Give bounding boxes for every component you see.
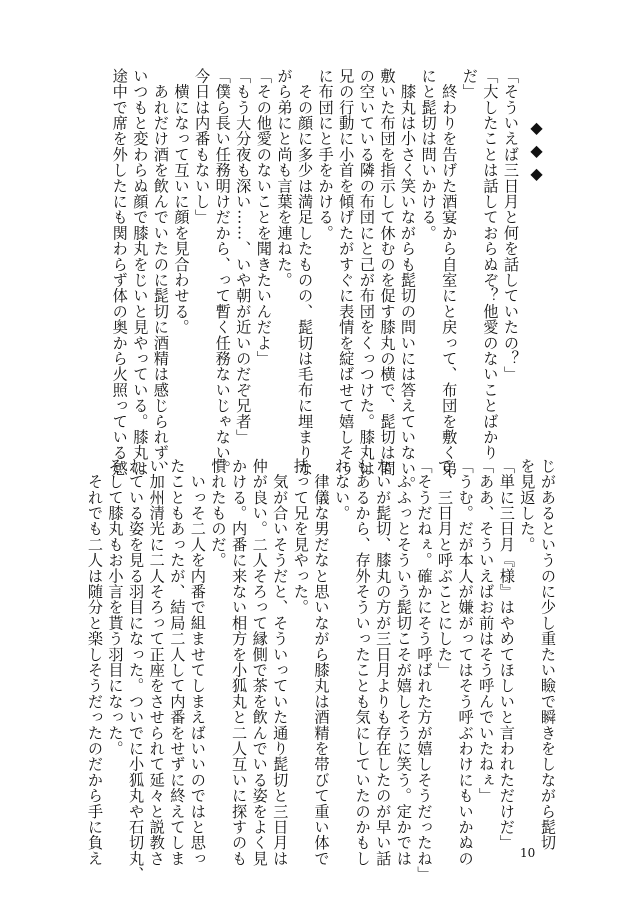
lower-text-line: ないが髭切、膝丸の方が三日月よりも存在したのが早い話 (374, 458, 393, 867)
lower-text-line: ふふっとそういう髭切こそが嬉しそうに笑う。定かでは (394, 458, 413, 867)
lower-text-line: れない。 (333, 458, 352, 521)
upper-text-line: いつもと変わらぬ顔で膝丸をじいと見やっている。膝丸は (131, 68, 150, 477)
upper-text-line: だ」 (460, 68, 479, 100)
lower-text-line: たこともあったが、結局二人して内番をせずに終えてしま (168, 458, 187, 867)
lower-text-line: 慣れたものだ。 (209, 458, 228, 568)
upper-text-line: 今日は内番もないし」 (193, 68, 212, 225)
upper-text-line: の空いている隣の布団にと己が布団をくっつけた。膝丸は (357, 68, 376, 477)
lower-text-line: 律儀な男だなと思いながら膝丸は酒精を帯びて重い体で (312, 458, 331, 867)
upper-text-line: 「僕ら長い任務明けだから、って暫く任務ないじゃない。 (213, 68, 232, 477)
upper-text-line: 膝丸は小さく笑いながらも髭切の問いには答えていない。 (399, 68, 418, 492)
lower-text-line: れている姿を見る羽目になった。ついでに小狐丸や石切丸、 (127, 458, 146, 882)
lower-text-line: 仲が良い。二人そろって縁側で茶を飲んでいる姿をよく見 (250, 458, 269, 867)
upper-text-line: 「そういえば三日月と何を話していたの？」 (502, 68, 520, 382)
upper-text-line: 横になって互いに顔を見合わせる。 (172, 68, 191, 335)
lower-text-line: で、三日月と呼ぶことにした」 (436, 458, 455, 678)
section-divider: ◆◆◆ (527, 118, 546, 187)
lower-text-line: 持って兄を見やった。 (291, 458, 310, 615)
lower-text-line: かける。内番に来ない相方を小狐丸と二人互いに探すのも (230, 458, 249, 867)
lower-text-line: を見返した。 (518, 458, 537, 553)
lower-text-line: 「ああ、そういえばお前はそう呼んでいたねぇ」 (477, 458, 496, 804)
page-number: 10 (520, 846, 536, 860)
lower-text-line: じがあるというのに少し重たい瞼で瞬きをしながら髭切 (539, 458, 557, 851)
upper-text-line: にと髭切は問いかける。 (419, 68, 438, 241)
lower-text-line: 気が合いそうだと、そういっていた通り髭切と三日月は (271, 458, 290, 867)
lower-text-line: いっそ二人を内番で組ませてしまえばいいのではと思っ (188, 458, 207, 867)
upper-text-line: 「大したことは話しておらぬぞ？他愛のないことばかり (481, 68, 500, 461)
lower-text-line: それでも二人は随分と楽しそうだったのだから手に負え (85, 458, 104, 867)
upper-text-line: その顔に多少は満足したものの、髭切は毛布に埋まりな (296, 68, 315, 477)
lower-text-line: 「うむ。だが本人が嫌がってはそう呼ぶわけにもいかぬの (456, 458, 475, 867)
lower-text-line: 「単に三日月『様』はやめてほしいと言われただけだ」 (497, 458, 516, 851)
lower-text-line: もあるから、存外そういったことも気にしていたのかもし (353, 458, 372, 867)
upper-text-line: 終わりを告げた酒宴から自室にと戻って、布団を敷く弟 (440, 68, 459, 477)
lower-text-line: そして膝丸もお小言を貰う羽目になった。 (106, 458, 125, 757)
upper-text-line: 「その他愛のないことを聞きたいんだよ」 (254, 68, 273, 367)
upper-text-line: がら弟にと尚も言葉を連ねた。 (275, 68, 294, 288)
upper-text-line: 途中で席を外したにも関わらず体の奥から火照っている感 (110, 68, 129, 477)
upper-text-line: に布団にと手をかける。 (316, 68, 335, 241)
upper-text-line: 「もう大分夜も深い……、いや朝が近いのだぞ兄者」 (234, 68, 253, 445)
lower-text-line: い加州清光に二人そろって正座をさせられて延々と説教さ (147, 458, 166, 867)
upper-text-line: 敷いた布団を指示して休むのを促す膝丸の横で、髭切は間 (378, 68, 397, 477)
lower-text-line: 「そうだねぇ。確かにそう呼ばれた方が嬉しそうだったね」 (415, 458, 434, 882)
upper-text-line: あれだけ酒を飲んでいたのに髭切に酒精は感じられず、 (151, 68, 170, 477)
upper-text-line: 兄の行動に小首を傾げたがすぐに表情を綻ばせて嬉しそう (337, 68, 356, 477)
